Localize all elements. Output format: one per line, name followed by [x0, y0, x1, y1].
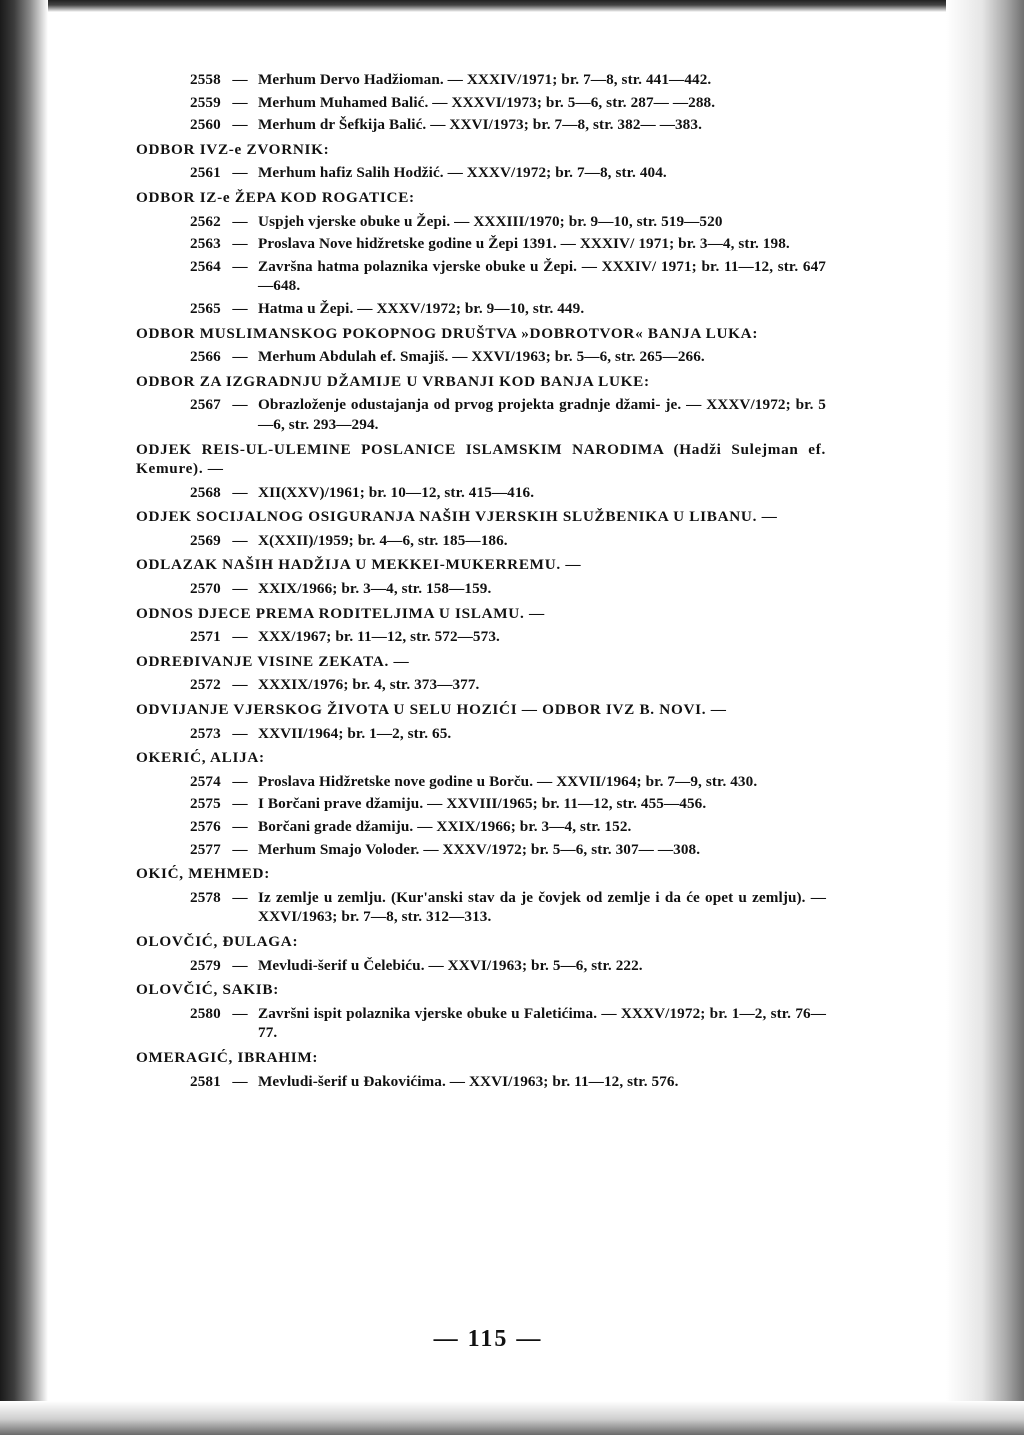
index-entry — [136, 212, 826, 232]
entry-text: Merhum Abdulah ef. Smajiš. — XXVI/1963; br. 5—6, str. 265—266. — [258, 348, 705, 366]
section-heading: ODBOR IZ-e ŽEPA KOD ROGATICE: — [136, 188, 415, 206]
entry-text: Završna hatma polaznika vjerske obuke u Žepi. — XXXIV/ 1971; br. 11—12, str. 647—648. — [258, 257, 826, 295]
entry-number: 2575 — [190, 795, 221, 813]
index-entry — [136, 888, 826, 927]
entry-number: 2565 — [190, 299, 221, 317]
entry-dash: — — [232, 164, 248, 182]
index-section — [136, 70, 826, 135]
entry-dash: — — [232, 795, 248, 813]
section-heading: ODREĐIVANJE VISINE ZEKATA. — — [136, 652, 410, 670]
section-heading: ODJEK REIS-UL-ULEMINE POSLANICE ISLAMSKIM NARODIMA (Hadži Sulejman ef. Kemure). — — [136, 440, 826, 478]
section-heading: ODNOS DJECE PREMA RODITELJIMA U ISLAMU. — — [136, 604, 545, 622]
entry-dash: — — [232, 348, 248, 366]
index-section — [136, 140, 826, 183]
index-section — [136, 1048, 826, 1091]
index-section — [136, 604, 826, 647]
entry-number: 2561 — [190, 164, 221, 182]
entry-dash: — — [232, 1004, 248, 1022]
entry-dash: — — [232, 235, 248, 253]
entry-number: 2564 — [190, 257, 221, 275]
entry-number: 2581 — [190, 1072, 221, 1090]
entry-dash: — — [232, 93, 248, 111]
entry-text: Borčani grade džamiju. — XXIX/1966; br. 3—4, str. 152. — [258, 818, 632, 835]
entry-number: 2569 — [190, 531, 221, 549]
entry-text: XII(XXV)/1961; br. 10—12, str. 415—416. — [258, 483, 535, 501]
entry-text: X(XXII)/1959; br. 4—6, str. 185—186. — [258, 531, 508, 549]
entry-text: Mevludi-šerif u Čelebiću. — XXVI/1963; br. 5—6, str. 222. — [258, 956, 643, 974]
entry-number: 2574 — [190, 772, 221, 790]
index-section — [136, 507, 826, 550]
section-heading: OLOVČIĆ, ĐULAGA: — [136, 932, 299, 950]
index-entry — [136, 817, 826, 837]
section-heading: ODLAZAK NAŠIH HADŽIJA U MEKKEI-MUKERREMU. — — [136, 556, 582, 574]
entry-text: Proslava Hidžretske nove godine u Borču. — XXVII/1964; br. 7—9, str. 430. — [258, 772, 758, 790]
index-entry — [136, 70, 826, 90]
entry-text: Hatma u Žepi. — XXXV/1972; br. 9—10, str. 449. — [258, 299, 585, 317]
section-heading: ODBOR ZA IZGRADNJU DŽAMIJE U VRBANJI KOD BANJA LUKE: — [136, 372, 650, 390]
entry-dash: — — [232, 676, 248, 694]
index-entry — [136, 1072, 826, 1092]
section-heading: ODBOR MUSLIMANSKOG POKOPNOG DRUŠTVA »DOBROTVOR« BANJA LUKA: — [136, 324, 759, 342]
entry-number: 2566 — [190, 348, 221, 366]
scan-edge-left — [0, 0, 48, 1435]
index-section — [136, 555, 826, 598]
entry-dash: — — [232, 772, 248, 790]
index-entry — [136, 772, 826, 792]
index-section — [136, 188, 826, 319]
entry-dash: — — [232, 888, 248, 906]
entry-dash: — — [232, 580, 248, 598]
entry-dash: — — [232, 818, 248, 835]
section-heading: ODJEK SOCIJALNOG OSIGURANJA NAŠIH VJERSKIH SLUŽBENIKA U LIBANU. — — [136, 508, 778, 526]
entry-number: 2580 — [190, 1004, 221, 1022]
entry-text: Merhum dr Šefkija Balić. — XXVI/1973; br. 7—8, str. 382— —383. — [258, 116, 702, 134]
entry-dash: — — [232, 257, 248, 275]
entry-text: Obrazloženje odustajanja od prvog projekta gradnje džami- je. — XXXV/1972; br. 5—6, str. 293—294. — [258, 396, 826, 433]
entry-text: I Borčani prave džamiju. — XXVIII/1965; br. 11—12, str. 455—456. — [258, 795, 707, 813]
entry-text: Proslava Nove hidžretske godine u Žepi 1391. — XXXIV/ 1971; br. 3—4, str. 198. — [258, 235, 790, 253]
page-number: — 115 — — [433, 1326, 543, 1352]
scan-edge-bottom — [0, 1401, 1024, 1435]
index-section — [136, 748, 826, 859]
entry-text: Završni ispit polaznika vjerske obuke u Faletićima. — XXXV/1972; br. 1—2, str. 76—77. — [258, 1004, 826, 1042]
entry-text: XXIX/1966; br. 3—4, str. 158—159. — [258, 580, 492, 598]
index-entry — [136, 93, 826, 113]
entry-text: Iz zemlje u zemlju. (Kur'anski stav da je čovjek od zemlje i da će opet u zemlju). — XXVI/1963; br. 7—8, str. 312—313. — [258, 888, 826, 926]
index-entry — [136, 794, 826, 814]
section-heading: ODBOR IVZ-e ZVORNIK: — [136, 140, 330, 158]
entry-number: 2577 — [190, 840, 221, 858]
index-entry — [136, 347, 826, 367]
index-entry — [136, 115, 826, 135]
entry-dash: — — [232, 299, 248, 317]
entry-dash: — — [232, 1072, 248, 1090]
entry-text: XXXIX/1976; br. 4, str. 373—377. — [258, 676, 480, 694]
index-section — [136, 980, 826, 1043]
index-page — [136, 70, 826, 1094]
section-heading: OLOVČIĆ, SAKIB: — [136, 981, 279, 999]
index-entry — [136, 675, 826, 695]
entry-dash: — — [232, 724, 248, 742]
index-entry — [136, 483, 826, 503]
index-section — [136, 324, 826, 367]
index-entry — [136, 299, 826, 319]
index-entry — [136, 579, 826, 599]
index-entry — [136, 163, 826, 183]
scan-edge-right — [946, 0, 1024, 1435]
section-heading: ODVIJANJE VJERSKOG ŽIVOTA U SELU HOZIĆI — ODBOR IVZ B. NOVI. — — [136, 701, 727, 719]
entry-dash: — — [232, 840, 248, 858]
entry-text: XXVII/1964; br. 1—2, str. 65. — [258, 724, 452, 742]
entry-number: 2560 — [190, 116, 221, 134]
index-entry — [136, 531, 826, 551]
index-entry — [136, 257, 826, 296]
entry-number: 2570 — [190, 580, 221, 598]
index-section — [136, 440, 826, 503]
index-entry — [136, 627, 826, 647]
entry-number: 2579 — [190, 956, 221, 974]
entry-number: 2563 — [190, 235, 221, 253]
index-entry — [136, 234, 826, 254]
entry-number: 2576 — [190, 818, 221, 835]
entry-text: Mevludi-šerif u Đakovićima. — XXVI/1963; br. 11—12, str. 576. — [258, 1072, 679, 1090]
index-section — [136, 652, 826, 695]
section-heading: OKERIĆ, ALIJA: — [136, 749, 265, 767]
entry-dash: — — [232, 71, 248, 88]
entry-text: XXX/1967; br. 11—12, str. 572—573. — [258, 628, 500, 646]
index-entry — [136, 1004, 826, 1043]
entry-text: Merhum hafiz Salih Hodžić. — XXXV/1972; br. 7—8, str. 404. — [258, 164, 667, 182]
index-entry — [136, 724, 826, 744]
entry-dash: — — [232, 956, 248, 974]
entry-dash: — — [232, 531, 248, 549]
entry-number: 2571 — [190, 628, 221, 646]
entry-text: Uspjeh vjerske obuke u Žepi. — XXXIII/1970; br. 9—10, str. 519—520 — [258, 212, 723, 230]
entry-dash: — — [232, 396, 248, 414]
index-section — [136, 864, 826, 927]
index-entry — [136, 956, 826, 976]
index-section — [136, 700, 826, 743]
entry-number: 2558 — [190, 71, 221, 88]
entry-number: 2562 — [190, 212, 221, 230]
entry-dash: — — [232, 116, 248, 134]
entry-number: 2573 — [190, 724, 221, 742]
index-section — [136, 372, 826, 435]
index-section — [136, 932, 826, 975]
entry-dash: — — [232, 483, 248, 501]
entry-text: Merhum Smajo Voloder. — XXXV/1972; br. 5—6, str. 307— —308. — [258, 840, 701, 858]
entry-number: 2567 — [190, 396, 221, 414]
entry-dash: — — [232, 212, 248, 230]
entry-number: 2559 — [190, 93, 221, 111]
entry-text: Merhum Dervo Hadžioman. — XXXIV/1971; br. 7—8, str. 441—442. — [258, 71, 712, 88]
entry-number: 2568 — [190, 483, 221, 501]
index-entry — [136, 840, 826, 860]
scan-edge-top — [0, 0, 1024, 12]
section-heading: OMERAGIĆ, IBRAHIM: — [136, 1048, 319, 1066]
entry-number: 2578 — [190, 888, 221, 906]
index-entry — [136, 395, 826, 434]
section-heading: OKIĆ, MEHMED: — [136, 865, 270, 883]
entry-text: Merhum Muhamed Balić. — XXXVI/1973; br. 5—6, str. 287— —288. — [258, 93, 716, 111]
entry-number: 2572 — [190, 676, 221, 694]
entry-dash: — — [232, 628, 248, 646]
